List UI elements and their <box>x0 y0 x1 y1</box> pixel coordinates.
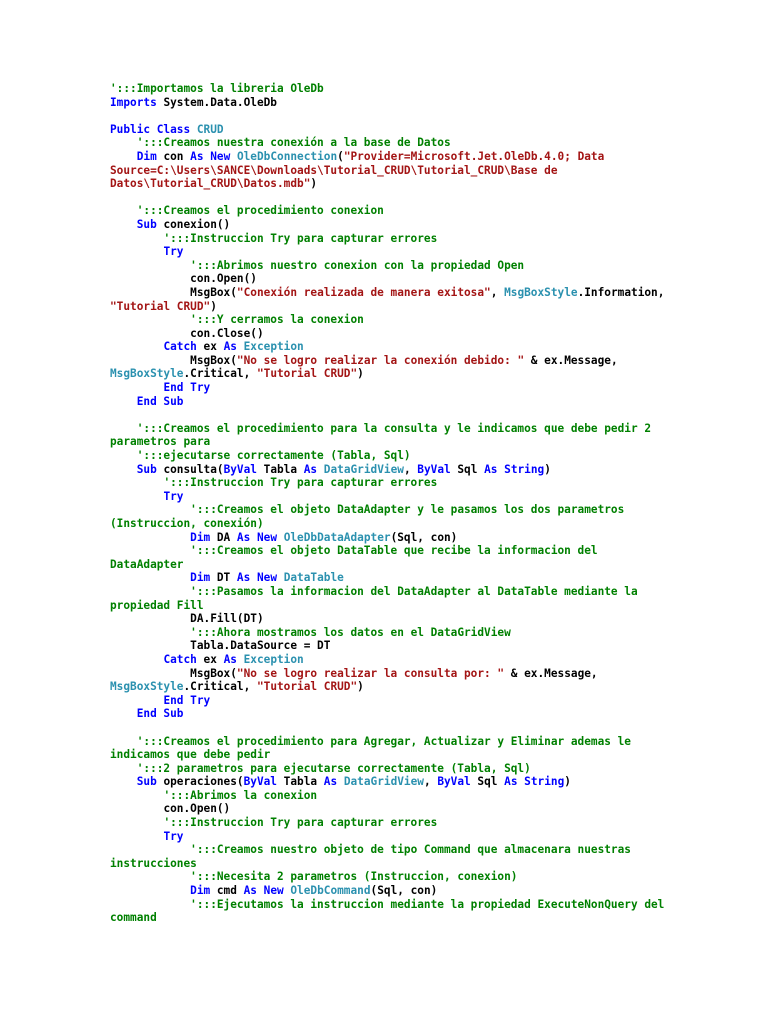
type-token: Exception <box>243 340 304 354</box>
code-line <box>110 870 668 884</box>
keyword-token: Sub <box>136 462 157 476</box>
keyword-token: Dim <box>190 571 211 585</box>
code-line <box>110 503 668 530</box>
keyword-token: As <box>323 775 338 789</box>
code-line <box>110 531 668 545</box>
code-token <box>230 150 237 163</box>
code-line <box>110 259 668 273</box>
code-token <box>110 232 163 245</box>
comment-token: ':::Creamos nuestra conexión a la base de Datos <box>136 136 451 150</box>
code-token: ex <box>196 652 224 666</box>
keyword-token: Catch <box>163 340 197 354</box>
code-token <box>110 571 190 584</box>
comment-token: ':::2 parametros para ejecutarse correctamente (Tabla, Sql) <box>136 761 531 775</box>
code-token <box>277 531 284 544</box>
comment-token: ':::Pasamos la informacion del DataAdapter al DataTable mediante la propiedad Fill <box>110 584 645 612</box>
code-token <box>110 694 163 707</box>
code-token: ) <box>564 775 571 789</box>
code-line <box>110 150 668 191</box>
keyword-token: Dim <box>190 530 211 544</box>
code-token: ) <box>544 462 551 476</box>
string-token: "Conexión realizada de manera exitosa" <box>236 285 491 299</box>
comment-token: ':::Instruccion Try para capturar errores <box>163 231 438 245</box>
keyword-token: Public Class <box>110 122 191 136</box>
code-token: .Critical, <box>183 680 257 694</box>
code-token <box>237 653 244 666</box>
code-line <box>110 775 668 789</box>
code-token <box>110 313 190 326</box>
code-token: .Information, <box>577 285 672 299</box>
keyword-token: As New <box>190 149 231 163</box>
code-token <box>110 626 190 639</box>
code-token: Tabla <box>277 775 324 789</box>
code-line <box>110 571 668 585</box>
comment-token: ':::Creamos el objeto DataTable que recibe la informacion del DataAdapter <box>110 544 605 571</box>
code-token <box>110 544 190 557</box>
keyword-token: Try <box>163 245 184 259</box>
code-token: , <box>403 462 418 476</box>
comment-token: ':::Creamos el procedimiento conexion <box>136 204 384 218</box>
comment-token: ':::Creamos el procedimiento para la consulta y le indicamos que debe pedir 2 parametros para <box>110 421 658 449</box>
comment-token: ':::Instruccion Try para capturar errores <box>163 816 438 830</box>
code-line <box>110 109 668 123</box>
comment-token: ':::Creamos el objeto DataAdapter y le pasamos los dos parametros (Instruccion, conexión) <box>110 503 631 530</box>
code-token: con.Close() <box>110 326 264 340</box>
code-token <box>110 707 137 720</box>
comment-token: ':::Ejecutamos la instruccion mediante la propiedad ExecuteNonQuery del command <box>110 897 672 925</box>
code-token <box>110 843 190 856</box>
code-token: .Critical, <box>183 367 257 381</box>
code-line <box>110 639 668 653</box>
code-line <box>110 707 668 721</box>
keyword-token: Dim <box>190 884 211 898</box>
code-line <box>110 721 668 735</box>
code-token <box>110 449 137 462</box>
code-token <box>110 898 190 911</box>
code-line <box>110 816 668 830</box>
code-line <box>110 463 668 477</box>
code-token: Sql <box>450 462 485 476</box>
comment-token: ':::Importamos la libreria OleDb <box>110 82 324 95</box>
code-line <box>110 884 668 898</box>
keyword-token: Sub <box>136 775 157 789</box>
code-token: ) <box>357 367 364 381</box>
keyword-token: As String <box>484 462 545 476</box>
code-line <box>110 830 668 844</box>
keyword-token: End Sub <box>136 707 184 721</box>
code-token: consulta( <box>156 462 224 476</box>
code-line <box>110 191 668 205</box>
code-line <box>110 694 668 708</box>
string-token: "No se logro realizar la conexión debido: " <box>236 353 525 367</box>
code-token <box>110 340 163 353</box>
comment-token: ':::Y cerramos la conexion <box>190 313 364 327</box>
keyword-token: As String <box>504 775 565 789</box>
keyword-token: Sub <box>136 217 157 231</box>
code-line <box>110 422 668 449</box>
code-line <box>110 789 668 803</box>
code-token: & ex.Message, <box>524 353 625 367</box>
code-token <box>110 816 163 829</box>
code-token <box>110 653 163 666</box>
code-token <box>110 136 137 149</box>
code-token <box>110 218 137 231</box>
code-token <box>110 395 137 408</box>
code-token: Sql <box>470 775 505 789</box>
code-line <box>110 245 668 259</box>
code-token <box>237 340 244 353</box>
type-token: DataGridView <box>343 775 424 789</box>
code-line <box>110 327 668 341</box>
keyword-token: ByVal <box>417 462 451 476</box>
code-line <box>110 612 668 626</box>
type-token: MsgBoxStyle <box>504 285 578 299</box>
code-token <box>110 476 163 489</box>
code-token <box>110 463 137 476</box>
keyword-token: End Try <box>163 693 211 707</box>
code-token: ) <box>357 680 364 694</box>
code-token <box>110 870 190 883</box>
comment-token: ':::Abrimos la conexion <box>163 788 318 802</box>
code-token: (Sql, con) <box>390 530 458 544</box>
code-token <box>110 830 163 843</box>
type-token: DataTable <box>283 571 344 585</box>
string-token: "Tutorial CRUD" <box>256 367 358 381</box>
code-token: , <box>423 775 438 789</box>
keyword-token: As New <box>236 530 277 544</box>
code-line <box>110 626 668 640</box>
comment-token: ':::Necesita 2 parametros (Instruccion, conexion) <box>190 870 518 884</box>
code-line <box>110 476 668 490</box>
code-line <box>110 354 668 381</box>
code-token: con.Open() <box>110 272 257 286</box>
keyword-token: Try <box>163 829 184 843</box>
comment-token: ':::Ahora mostramos los datos en el DataGridView <box>190 625 511 639</box>
code-token <box>317 463 324 476</box>
code-line <box>110 96 668 110</box>
code-line <box>110 762 668 776</box>
code-token: DT <box>210 571 237 585</box>
code-line <box>110 395 668 409</box>
keyword-token: As <box>223 340 237 354</box>
code-token: DA <box>210 530 237 544</box>
code-line <box>110 218 668 232</box>
code-line <box>110 232 668 246</box>
code-line <box>110 490 668 504</box>
code-line <box>110 340 668 354</box>
code-token: MsgBox( <box>110 353 237 367</box>
code-token <box>110 531 190 544</box>
comment-token: ':::Creamos el procedimiento para Agregar, Actualizar y Eliminar ademas le indicamos que debe pedir <box>110 734 638 762</box>
code-line <box>110 544 668 571</box>
keyword-token: Dim <box>136 149 157 163</box>
keyword-token: As <box>303 462 318 476</box>
keyword-token: ByVal <box>437 775 471 789</box>
type-token: MsgBoxStyle <box>110 367 184 381</box>
keyword-token: End Sub <box>136 394 184 408</box>
code-line <box>110 381 668 395</box>
code-token <box>190 123 197 136</box>
code-token <box>110 422 137 435</box>
code-token: operaciones( <box>156 775 244 789</box>
code-line <box>110 285 672 313</box>
code-token <box>337 775 344 788</box>
keyword-token: As New <box>236 571 277 585</box>
code-token: ( <box>337 149 344 163</box>
type-token: CRUD <box>196 122 224 136</box>
keyword-token: End Try <box>163 381 211 395</box>
type-token: OleDbDataAdapter <box>283 530 391 544</box>
code-line <box>110 123 668 137</box>
keyword-token: ByVal <box>223 462 257 476</box>
keyword-token: Try <box>163 489 184 503</box>
code-line <box>110 82 668 96</box>
code-token: conexion() <box>156 217 231 231</box>
code-token: con.Open() <box>110 802 231 816</box>
code-token: ) <box>210 299 217 313</box>
code-token: (Sql, con) <box>370 884 438 898</box>
code-line <box>110 204 668 218</box>
code-line <box>110 313 668 327</box>
code-token: Tabla.DataSource = DT <box>110 639 331 653</box>
code-line <box>110 653 668 667</box>
code-line <box>110 843 668 870</box>
string-token: "No se logro realizar la consulta por: " <box>236 666 505 680</box>
code-line <box>110 272 668 286</box>
code-token: Tabla <box>256 462 304 476</box>
string-token: "Provider=Microsoft.Jet.OleDb.4.0; Data Source=C:\Users\SANCE\Downloads\Tutorial_CRUD\Tutorial_CRUD\Base de Datos\Tutorial_CRUD\Datos.mdb" <box>110 149 611 191</box>
code-token: con <box>156 149 191 163</box>
code-token <box>277 571 284 584</box>
code-line <box>110 897 672 925</box>
code-token <box>110 503 190 516</box>
keyword-token: Imports <box>110 95 157 109</box>
comment-token: ':::ejecutarse correctamente (Tabla, Sql) <box>136 449 411 463</box>
code-token: , <box>490 285 505 299</box>
code-line <box>110 136 668 150</box>
code-line <box>110 449 668 463</box>
code-token <box>110 150 137 163</box>
code-line <box>110 408 668 422</box>
type-token: DataGridView <box>323 462 404 476</box>
code-token: ex <box>196 340 224 354</box>
code-line <box>110 585 668 612</box>
code-line <box>110 735 668 762</box>
type-token: MsgBoxStyle <box>110 680 184 694</box>
keyword-token: Catch <box>163 652 197 666</box>
code-token <box>110 775 137 788</box>
code-token: MsgBox( <box>110 666 237 680</box>
comment-token: ':::Abrimos nuestro conexion con la propiedad Open <box>190 258 525 272</box>
type-token: Exception <box>243 652 304 666</box>
keyword-token: ByVal <box>243 775 277 789</box>
code-token <box>110 245 163 258</box>
code-token <box>110 490 163 503</box>
keyword-token: As <box>223 652 237 666</box>
comment-token: ':::Instruccion Try para capturar errores <box>163 476 438 490</box>
code-token: System.Data.OleDb <box>156 95 277 109</box>
code-token <box>110 762 137 775</box>
code-token <box>110 884 190 897</box>
code-token: ) <box>310 177 318 191</box>
code-token: MsgBox( <box>110 285 237 299</box>
code-token: cmd <box>210 884 244 898</box>
keyword-token: As New <box>243 884 284 898</box>
code-line <box>110 667 668 694</box>
comment-token: ':::Creamos nuestro objeto de tipo Command que almacenara nuestras instrucciones <box>110 843 638 870</box>
code-token: & ex.Message, <box>504 666 605 680</box>
type-token: OleDbCommand <box>290 884 371 898</box>
code-token <box>110 204 137 217</box>
string-token: "Tutorial CRUD" <box>256 680 358 694</box>
code-line <box>110 802 668 816</box>
type-token: OleDbConnection <box>236 149 338 163</box>
code-token <box>110 789 163 802</box>
code-token: DA.Fill(DT) <box>110 612 264 626</box>
code-token <box>110 735 137 748</box>
string-token: "Tutorial CRUD" <box>110 299 211 313</box>
code-token <box>110 585 190 598</box>
code-token <box>110 259 190 272</box>
code-token <box>110 381 163 394</box>
code-listing <box>110 82 672 925</box>
